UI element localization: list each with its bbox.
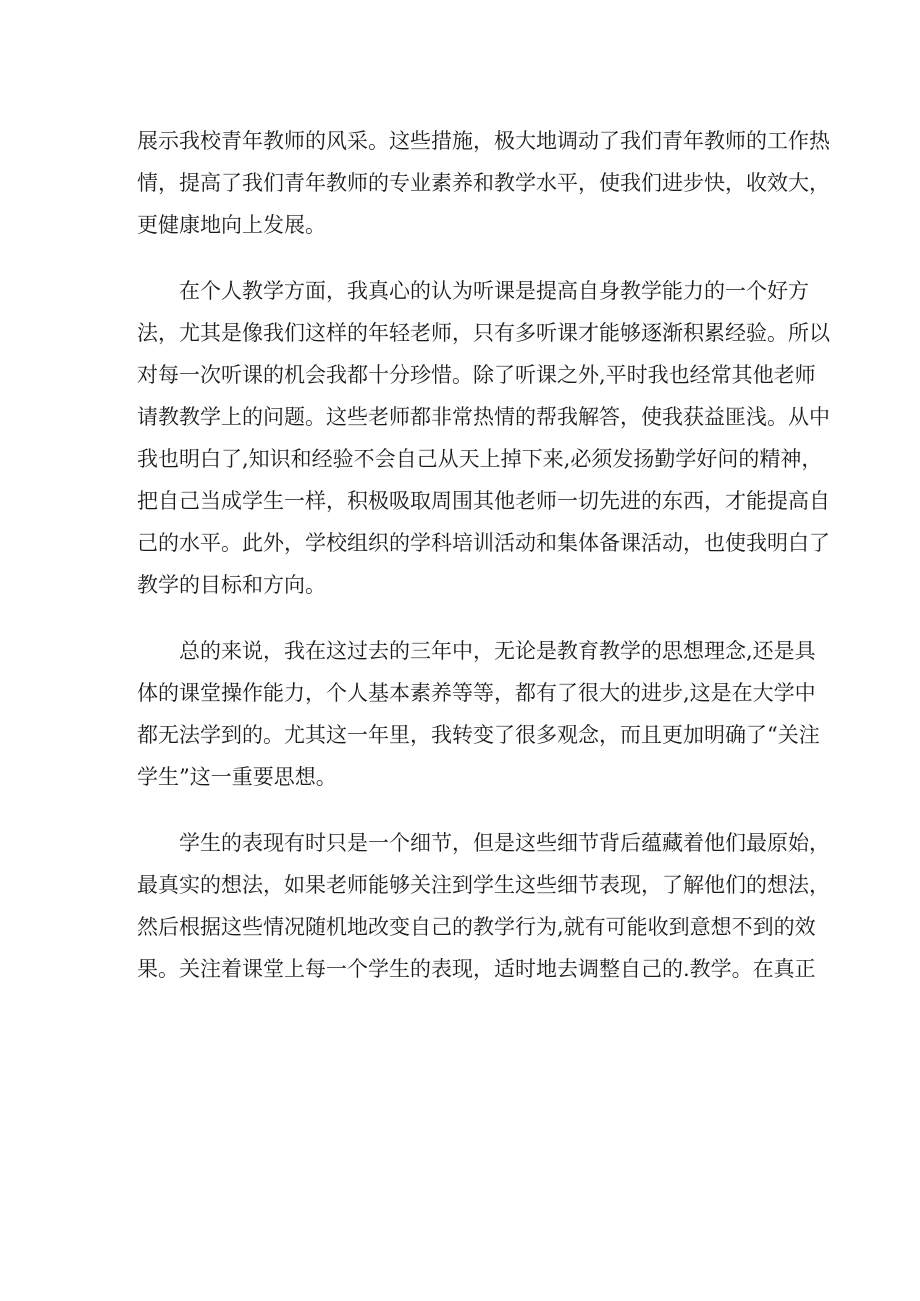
text-line: 情，提高了我们青年教师的专业素养和教学水平，使我们进步快，收效大， [137, 171, 830, 195]
paragraph-gap [137, 798, 797, 822]
text-line: 教学的目标和方向。 [137, 573, 326, 597]
text-line: 法，尤其是像我们这样的年轻老师，只有多听课才能够逐渐积累经验。所以 [137, 321, 830, 345]
text-line: 总的来说，我在这过去的三年中，无论是教育教学的思想理念,还是具 [137, 639, 816, 663]
text-line: 果。关注着课堂上每一个学生的表现，适时地去调整自己的.教学。在真正 [137, 957, 816, 981]
text-line: 己的水平。此外，学校组织的学科培训活动和集体备课活动，也使我明白了 [137, 531, 830, 555]
text-line: 学生的表现有时只是一个细节，但是这些细节背后蕴藏着他们最原始， [137, 831, 830, 855]
text-line: 我也明白了,知识和经验不会自己从天上掉下来,必须发扬勤学好问的精神， [137, 447, 823, 471]
document-body [137, 120, 830, 990]
paragraph-1 [137, 120, 830, 246]
text-line: 然后根据这些情况随机地改变自己的教学行为,就有可能收到意想不到的效 [137, 915, 816, 939]
text-line: 都无法学到的。尤其这一年里，我转变了很多观念，而且更加明确了“关注 [137, 723, 820, 747]
text-line: 体的课堂操作能力，个人基本素养等等，都有了很大的进步,这是在大学中 [137, 681, 816, 705]
text-line: 请教教学上的问题。这些老师都非常热情的帮我解答，使我获益匪浅。从中 [137, 405, 830, 429]
text-line: 学生”这一重要思想。 [137, 765, 337, 789]
text-line: 在个人教学方面，我真心的认为听课是提高自身教学能力的一个好方 [137, 279, 809, 303]
text-line: 把自己当成学生一样，积极吸取周围其他老师一切先进的东西，才能提高自 [137, 489, 830, 513]
text-line: 展示我校青年教师的风采。这些措施，极大地调动了我们青年教师的工作热 [137, 129, 830, 153]
paragraph-2 [137, 270, 830, 606]
paragraph-gap [137, 606, 797, 630]
paragraph-3 [137, 630, 820, 798]
paragraph-gap [137, 246, 797, 270]
text-line: 对每一次听课的机会我都十分珍惜。除了听课之外,平时我也经常其他老师 [137, 363, 816, 387]
text-line: 更健康地向上发展。 [137, 213, 326, 237]
text-line: 最真实的想法，如果老师能够关注到学生这些细节表现，了解他们的想法， [137, 873, 830, 897]
paragraph-4 [137, 822, 830, 990]
